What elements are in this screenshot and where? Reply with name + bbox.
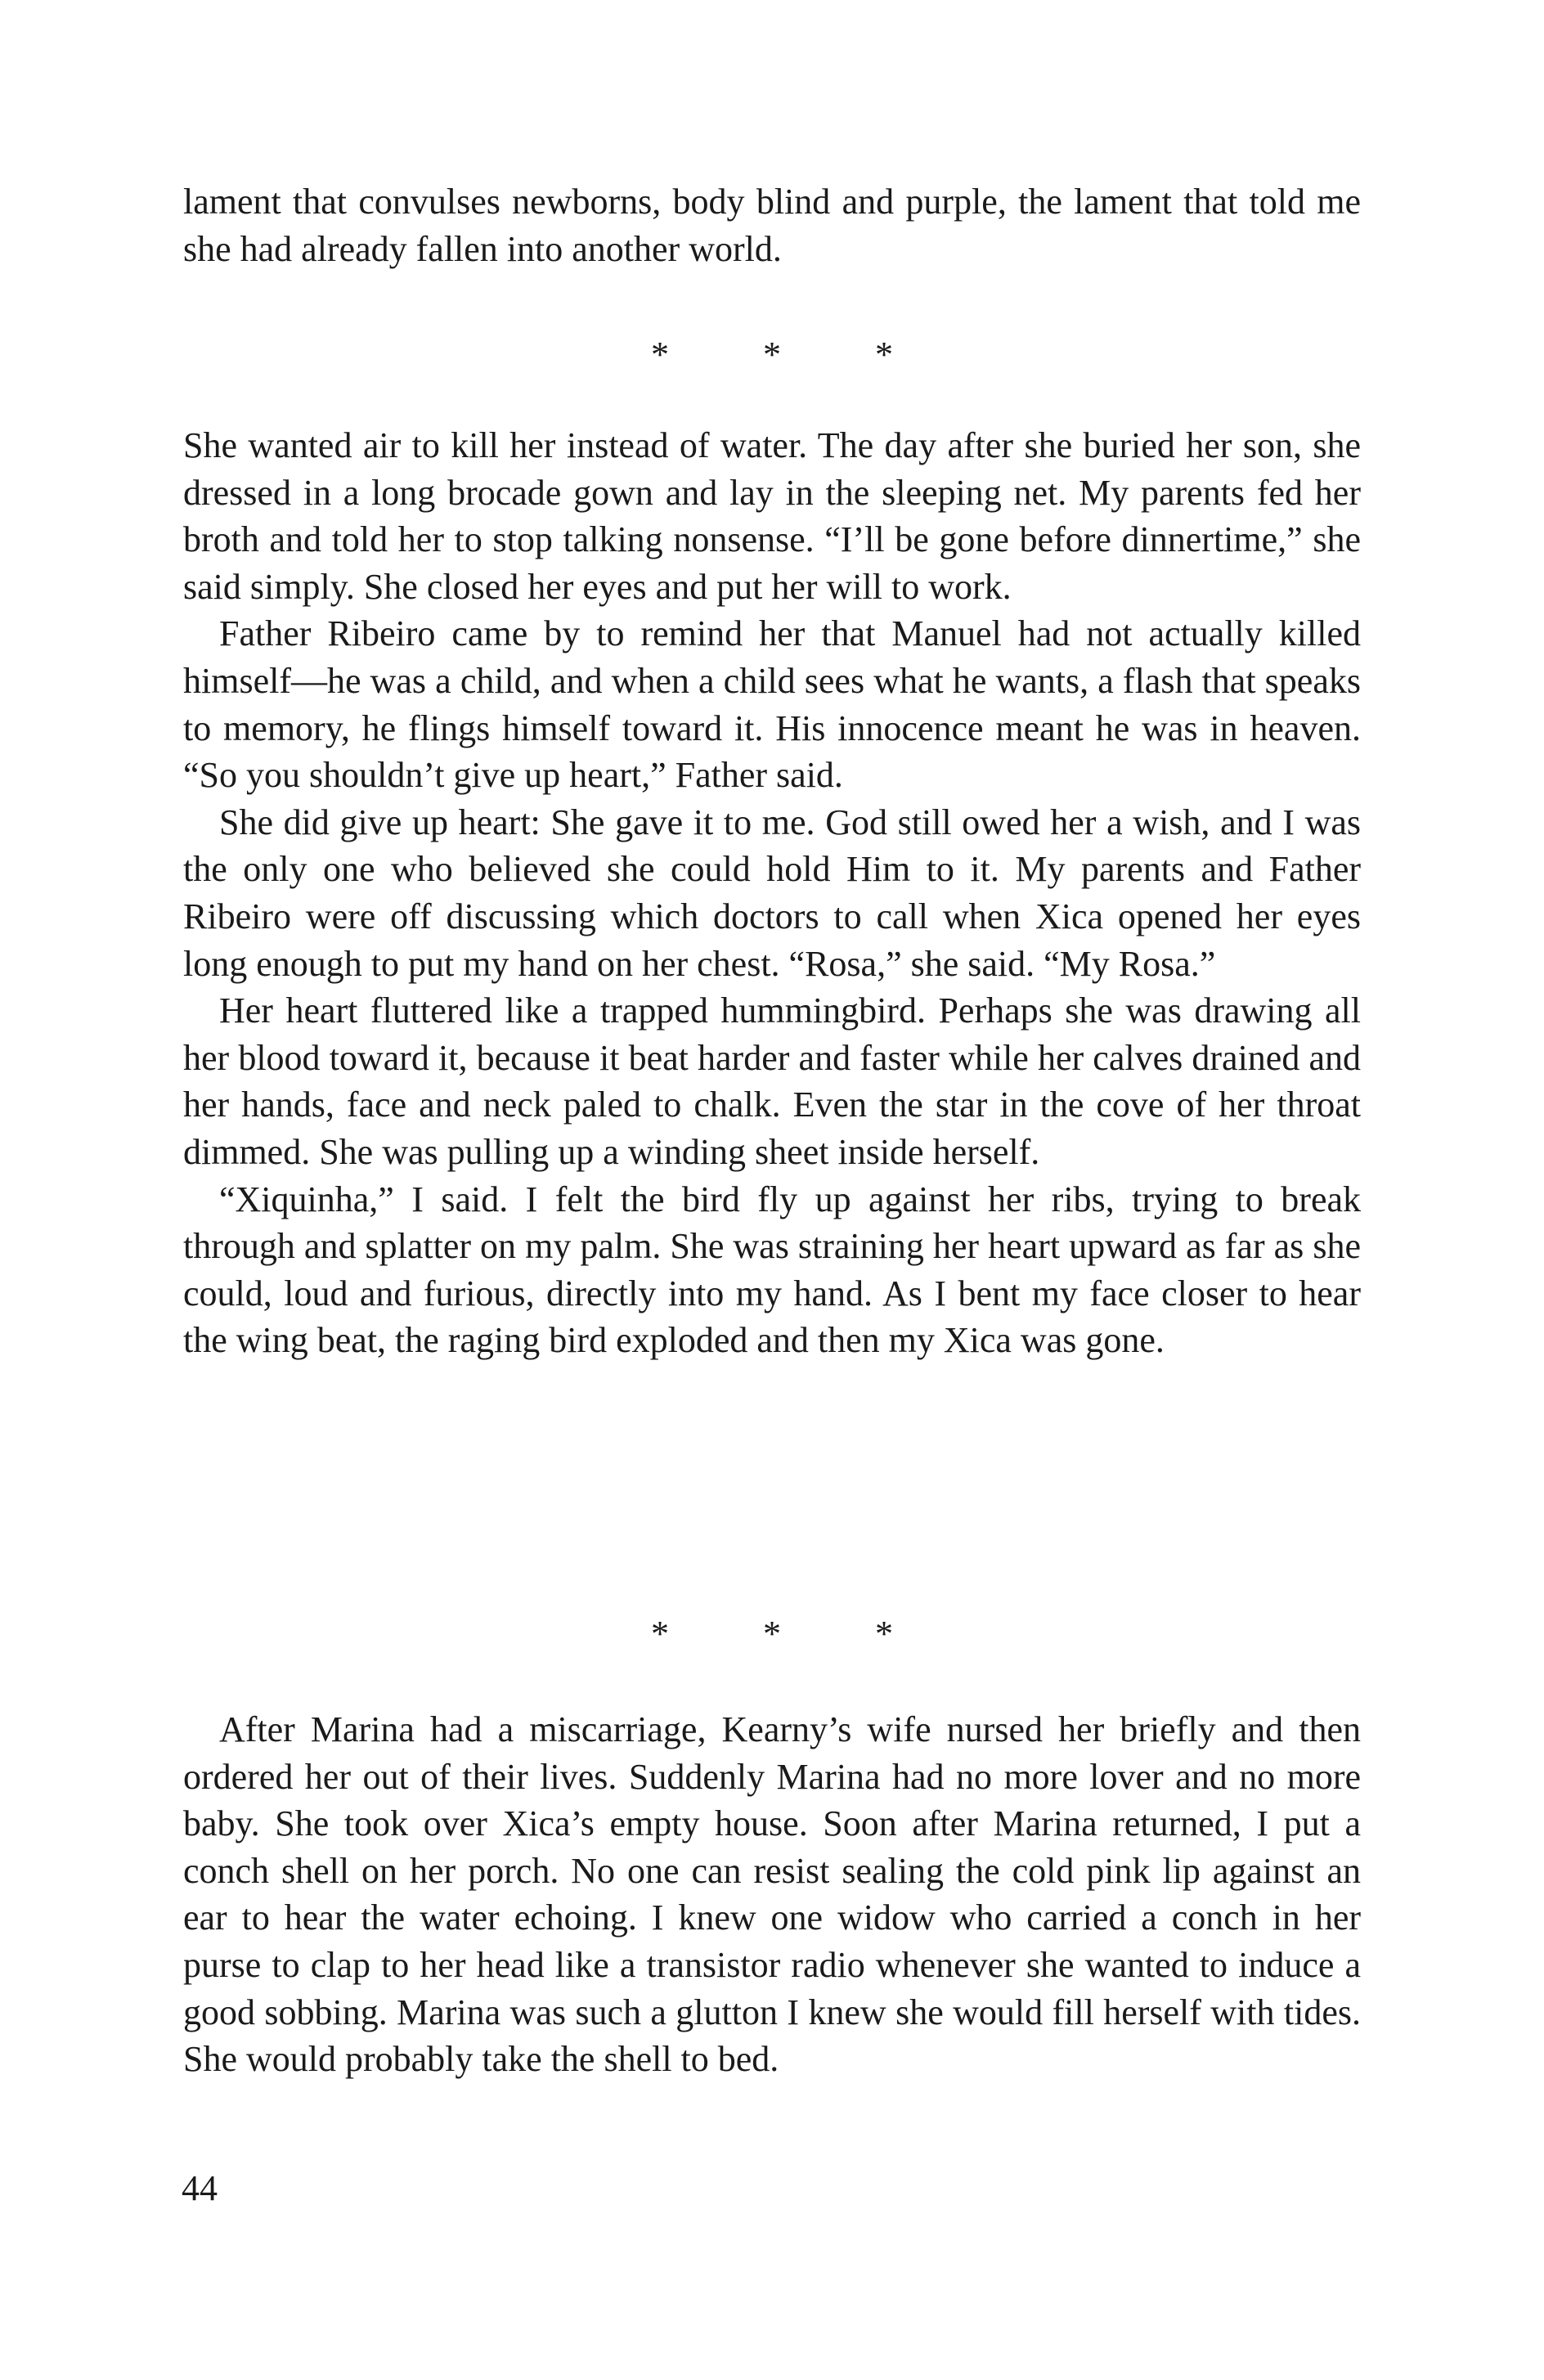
paragraph: She wanted air to kill her instead of water. The day after she buried her son, she dressed in a long brocade gown and lay in the sleeping net. My parents fed her broth and told her to stop talking nonsense. “I’ll be gone before dinnertime,” she said simply. She closed her eyes and put her will to work. [183,425,1361,607]
paragraph: She did give up heart: She gave it to me. God still owed her a wish, and I was the only one who believed she could hold Him to it. My parents and Father Ribeiro were off discussing which doctors to call when Xica opened her eyes long enough to put my hand on her chest. “Rosa,” she said. “My Rosa.” [183,802,1361,984]
paragraph: Her heart fluttered like a trapped hummingbird. Perhaps she was drawing all her blood toward it, because it beat harder and faster while her calves drained and her hands, face and neck paled to chalk. Even the star in the cove of her throat dimmed. She was pulling up a winding sheet inside herself. [183,990,1361,1172]
opening-text [183,178,1361,272]
page-number: 44 [182,2168,218,2208]
section-two-text [183,422,1361,1364]
section-three-text [183,1706,1361,2083]
paragraph: After Marina had a miscarriage, Kearny’s wife nursed her briefly and then ordered her out of their lives. Suddenly Marina had no more lover and no more baby. She took over Xica’s empty house. Soon after Marina returned, I put a conch shell on her porch. No one can resist sealing the cold pink lip against an ear to hear the water echoing. I knew one widow who carried a conch in her purse to clap to her head like a transistor radio whenever she wanted to induce a good sobbing. Marina was such a glutton I knew she would fill herself with tides. She would probably take the shell to bed. [183,1709,1361,2080]
paragraph: “Xiquinha,” I said. I felt the bird fly up against her ribs, trying to break through and splatter on my palm. She was straining her heart upward as far as she could, loud and furious, directly into my hand. As I bent my face closer to hear the wing beat, the raging bird exploded and then my Xica was gone. [183,1179,1361,1361]
section-divider: * * * [651,1614,936,1654]
section-divider: * * * [651,335,936,375]
paragraph: lament that convulses newborns, body blind and purple, the lament that told me she had already fallen into another world. [183,182,1361,269]
paragraph: Father Ribeiro came by to remind her that Manuel had not actually killed himself—he was a child, and when a child sees what he wants, a flash that speaks to memory, he flings himself toward it. His innocence meant he was in heaven. “So you shouldn’t give up heart,” Father said. [183,613,1361,796]
